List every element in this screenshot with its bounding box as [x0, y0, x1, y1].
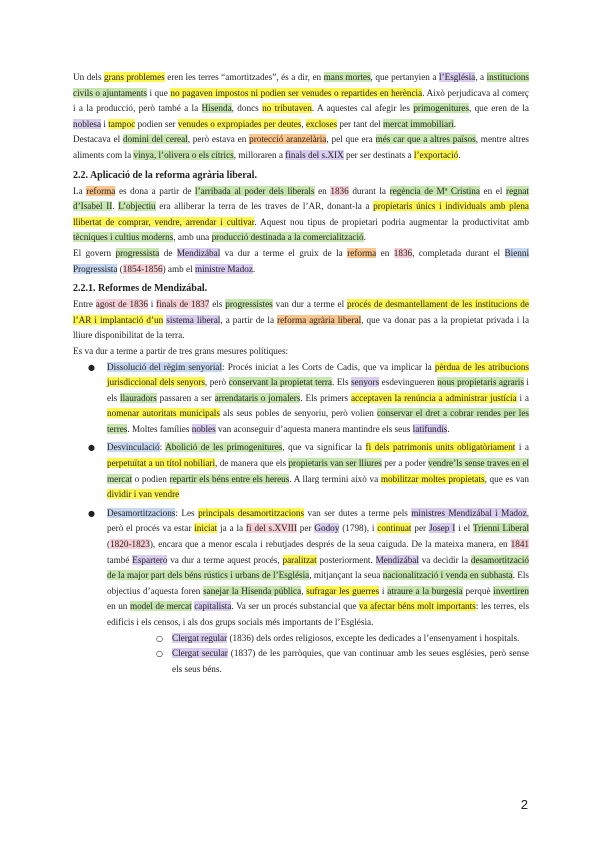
paragraph-cereal: Destacava el domini del cereal, però estava en protecció aranzelària, pel que era més car que a altres països, mentre altres aliments com la vinya, l’olivera o els cítrics, milloraren a finals del s.XIX per ser destinats a l’exportació. [73, 134, 529, 160]
list-item-dissolucio: ● Dissolució del règim senyorial: Procés iniciat a les Corts de Cadis, que va implicar la pèrdua de les atribucions jurisdiccional dels senyors, però conservant la propietat terra. Els senyors esdevingueren nous propietaris agraris i els llauradors passaren a ser arrendataris o jornalers. Els primers acceptaven la renúncia a administrar justícia i a nomenar autoritats municipals als seus pobles de senyoriu, però volien conservar el dret a cobrar rendes per les terres. Moltes famílies nobles van aconseguir d’aquesta manera mantindre els seus latifundis. [73, 360, 529, 438]
page-number: 2 [520, 797, 528, 812]
paragraph-reforma: La reforma es dona a partir de l’arribada al poder dels liberals en 1836 durant la regència de Mª Cristina en el regnat d’Isabel II. L’objectiu era alliberar la terra de les traves de l’AR, donant-la a propietaris únics i individuals amb plena llibertat de comprar, vendre, arrendar i cultivar. Aquest nou tipus de propietari podria augmentar la productivitat amb tècniques i cultius moderns, amb una producció destinada a la comercialització. [73, 185, 530, 243]
measures-list [73, 360, 529, 678]
document-body [73, 70, 529, 680]
list-item-desamortitzacions: ● Desamortitzacions: Les principals desamortitzacions van ser dutes a terme pels ministres Mendizábal i Madoz, però el procés va estar iniciat ja a la fi del s.XVIII per Godoy (1798), i continuat per Josep I i el Trienni Liberal (1820-1823), encara que a menor escala i rebutjades després de la seua caiguda. De la mateixa manera, en 1841 també Espartero va dur a terme aquest procés, paralitzat posteriorment. Mendizábal va decidir la desamortització de la major part dels béns rústics i urbans de l’Església, mitjançant la seua nacionalització i venda en subhasta. Els objectius d’aquesta foren sanejar la Hisenda pública, sufragar les guerres i atraure a la burgesia perquè invertiren en un model de mercat capitalista. Va ser un procés substancial que va afectar béns molt importants: les terres, els edificis i els censos, i als dos grups socials més importants de l’Església. ○ Clergat regular (1836) dels ordes religiosos, excepte les dedicades a l’ensenyament i hospitals. ○ Clergat secular (1837) de les parròquies, que van continuar amb les seues esglésies, però sense els seus béns. [73, 506, 529, 678]
clergy-sublist [107, 631, 529, 678]
paragraph-intro: Un dels grans problemes eren les terres “amortitzades”, és a dir, en mans mortes, que pertanyien a l’Església, a institucions civils o ajuntaments i que no pagaven impostos ni podien ser venudes o repartides en herència. Això perjudicava al comerç i a la producció, però també a la Hisenda, doncs no tributaven. A aquestes cal afegir les primogenitures, que eren de la noblesa i tampoc podien ser venudes o expropiades per deutes, excloses per tant del mercat immobiliari. [73, 72, 529, 129]
paragraph-entre: Entre agost de 1836 i finals de 1837 els progressistes van dur a terme el procés de desmantellament de les institucions de l’AR i implantació d’un sistema liberal, a partir de la reforma agrària liberal, que va donar pas a la propietat privada i la lliure disponibilitat de la terra. [73, 299, 530, 341]
sublist-item-secular: ○ Clergat secular (1837) de les parròquies, que van continuar amb les seues esglésies, però sense els seus béns. [107, 646, 529, 677]
section-heading-2-2: 2.2. Aplicació de la reforma agrària liberal. [73, 169, 257, 181]
list-item-desvinculacio: ● Desvinculació: Abolició de les primogenitures, que va significar la fi dels patrimonis units obligatòriament i a perpetuïtat a un títol nobiliari, de manera que els propietaris van ser lliures per a poder vendre’ls sense traves en el mercat o podien repartir els béns entre els hereus. A llarg termini això va mobilitzar moltes propietats, que es van dividir i van vendre [73, 440, 529, 502]
section-heading-2-2-1: 2.2.1. Reformes de Mendizábal. [73, 283, 208, 295]
sublist-item-regular: ○ Clergat regular (1836) dels ordes religiosos, excepte les dedicades a l’ensenyament i hospitals. [107, 631, 529, 647]
paragraph-govern: El govern progressista de Mendizábal va dur a terme el gruix de la reforma en 1836, completada durant el Bienni Progressista (1854-1856) amb el ministre Madoz. [73, 247, 530, 274]
paragraph-mesures: Es va dur a terme a partir de tres grans mesures polítiques: [73, 345, 289, 356]
